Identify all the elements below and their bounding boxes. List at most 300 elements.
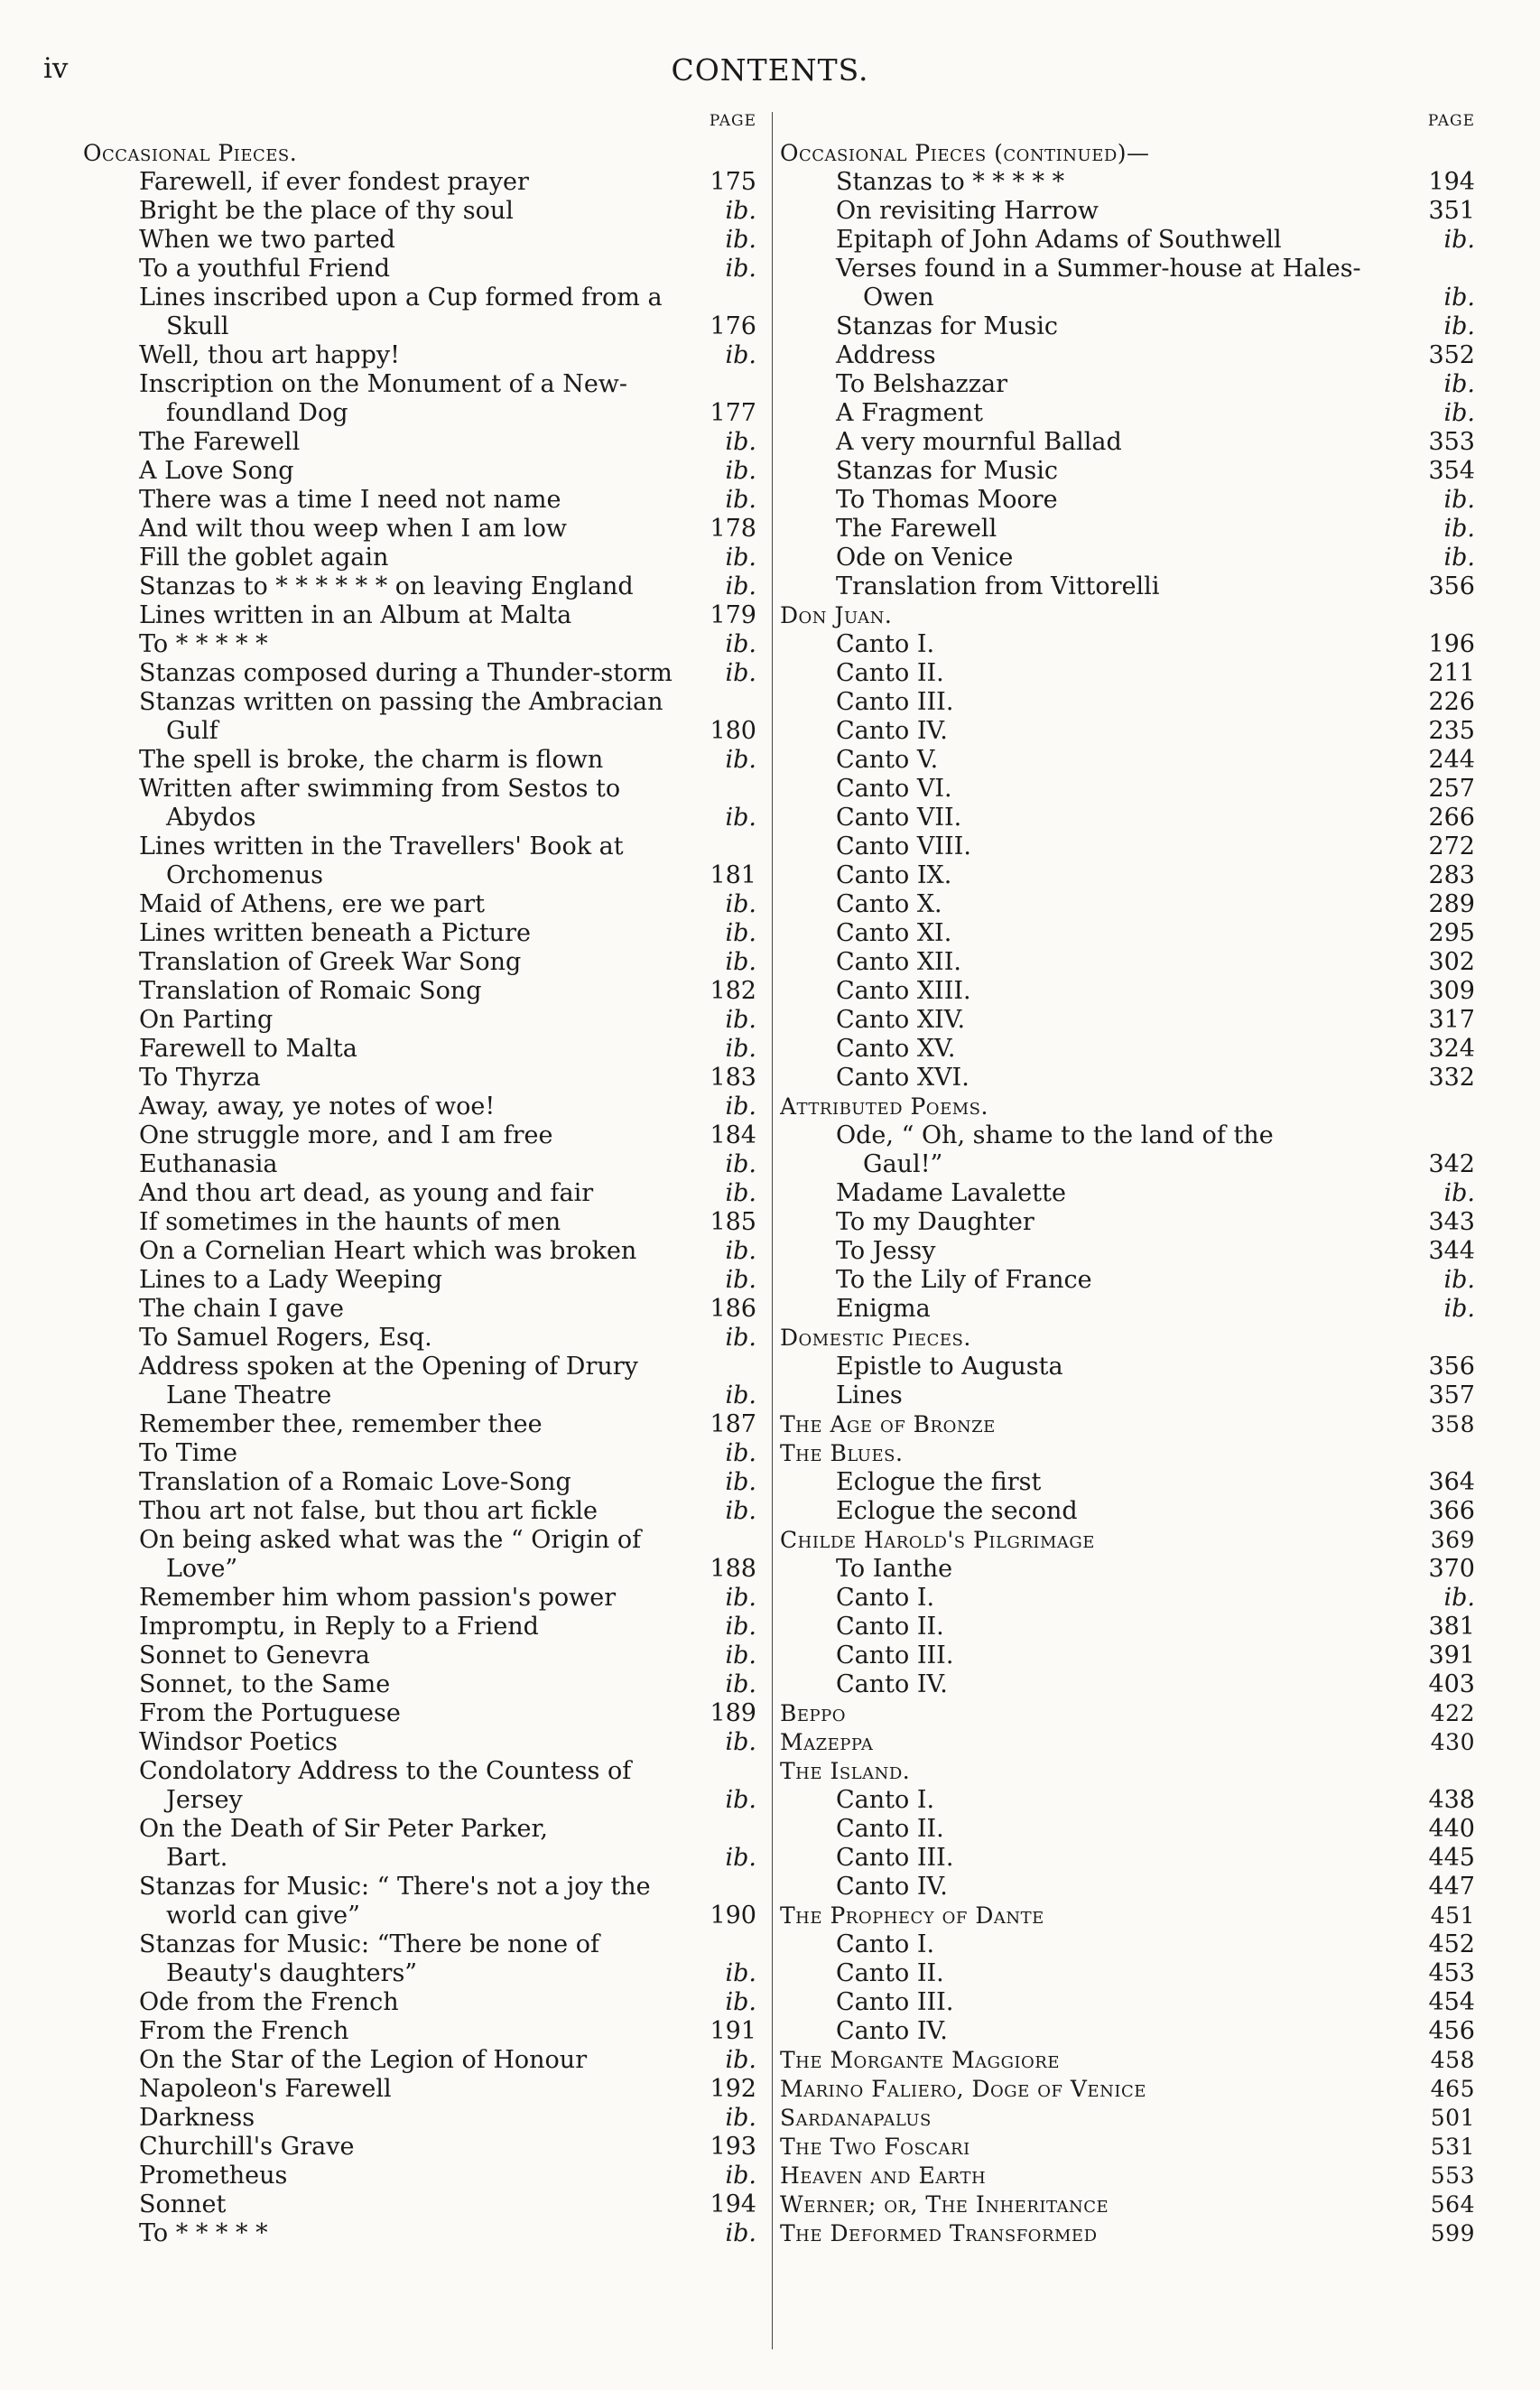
entry-page-number: ib. xyxy=(1443,1179,1475,1207)
contents-entry xyxy=(780,890,1475,919)
entry-title-line: Well, thou art happy! xyxy=(139,341,401,369)
contents-entry xyxy=(83,515,756,544)
contents-entry xyxy=(83,601,756,630)
entry-title xyxy=(780,1497,1419,1526)
section-title xyxy=(83,139,756,168)
entry-page-number: 309 xyxy=(1428,977,1475,1005)
contents-entry xyxy=(83,977,756,1006)
entry-title-line: Canto III. xyxy=(836,1988,954,2016)
contents-entry xyxy=(780,775,1475,804)
entry-title xyxy=(780,717,1419,746)
entry-title xyxy=(83,1699,700,1728)
entry-page-number: 191 xyxy=(710,2017,756,2045)
entry-page-number: 189 xyxy=(710,1699,756,1727)
contents-entry xyxy=(780,688,1475,717)
entry-title-line: Impromptu, in Reply to a Friend xyxy=(139,1613,539,1641)
contents-entry xyxy=(780,2046,1475,2075)
entry-title xyxy=(780,1584,1419,1613)
entry-title-line: The Prophecy of Dante xyxy=(780,1902,1044,1929)
entry-page-number: ib. xyxy=(1443,312,1475,340)
contents-entry xyxy=(780,1410,1475,1439)
entry-title-line: Mazeppa xyxy=(780,1729,874,1755)
entry-title-line: On the Death of Sir Peter Parker, xyxy=(139,1815,548,1843)
entry-title-line: Stanzas to * * * * * * on leaving England xyxy=(139,572,634,600)
entry-title xyxy=(780,1468,1419,1497)
contents-entry xyxy=(780,717,1475,746)
entry-page-number: ib. xyxy=(725,1728,756,1756)
entry-page-number: 366 xyxy=(1428,1497,1475,1525)
entry-title xyxy=(780,659,1419,688)
contents-list-right xyxy=(780,139,1475,2248)
entry-title xyxy=(780,2190,1419,2219)
entry-page-number: ib. xyxy=(725,341,756,369)
contents-entry xyxy=(83,1526,756,1584)
section-title xyxy=(780,139,1475,168)
entry-title xyxy=(780,168,1419,197)
entry-title xyxy=(780,486,1419,515)
entry-title-line: Canto II. xyxy=(836,1613,944,1641)
section-title xyxy=(780,1324,1475,1353)
entry-title-line: The chain I gave xyxy=(139,1295,345,1323)
entry-title-line: Stanzas written on passing the Ambracian xyxy=(139,688,663,716)
entry-page-number: 186 xyxy=(710,1295,756,1323)
entry-title xyxy=(83,2075,700,2104)
entry-title xyxy=(83,1208,700,1237)
contents-entry xyxy=(83,1439,756,1468)
contents-entry xyxy=(780,1237,1475,1266)
entry-title-line: To Ianthe xyxy=(836,1555,953,1583)
entry-page-number: ib. xyxy=(725,1035,756,1063)
entry-page-number: 391 xyxy=(1428,1641,1475,1669)
contents-entry xyxy=(780,948,1475,977)
entry-page-number: 358 xyxy=(1430,1411,1475,1437)
entry-page-number: 342 xyxy=(1428,1150,1475,1178)
entry-title xyxy=(780,861,1419,890)
entry-title-line: Attributed Poems. xyxy=(780,1093,988,1120)
entry-page-number: 354 xyxy=(1428,457,1475,485)
entry-title xyxy=(83,284,700,341)
entry-title xyxy=(83,486,700,515)
entry-title-line: Remember thee, remember thee xyxy=(139,1410,543,1438)
entry-title-line: Napoleon's Farewell xyxy=(139,2075,392,2103)
contents-entry xyxy=(83,2017,756,2046)
entry-title-line: Canto XV. xyxy=(836,1035,956,1063)
contents-entry xyxy=(83,2190,756,2219)
entry-title xyxy=(780,1208,1419,1237)
entry-title-line: Lines written in the Travellers' Book at xyxy=(139,832,624,860)
entry-page-number: ib. xyxy=(725,659,756,687)
entry-title-line: Farewell, if ever fondest prayer xyxy=(139,168,529,196)
entry-title-line: Prometheus xyxy=(139,2162,288,2190)
entry-page-number: 351 xyxy=(1428,197,1475,225)
entry-page-number: 438 xyxy=(1428,1786,1475,1814)
entry-title-line: Maid of Athens, ere we part xyxy=(139,890,485,918)
entry-page-number: ib. xyxy=(725,2046,756,2074)
entry-title-line: A Fragment xyxy=(836,399,983,427)
entry-title xyxy=(83,1237,700,1266)
contents-entry xyxy=(780,341,1475,370)
entry-title xyxy=(780,572,1419,601)
entry-title-continuation: Gulf xyxy=(166,717,218,745)
entry-title-line: Canto IV. xyxy=(836,1670,948,1698)
entry-title-line: Eclogue the first xyxy=(836,1468,1042,1496)
section-heading xyxy=(780,1324,1475,1353)
contents-entry xyxy=(83,1266,756,1295)
entry-title xyxy=(83,572,700,601)
entry-page-number: 181 xyxy=(710,861,756,889)
entry-title-line: Canto II. xyxy=(836,659,944,687)
entry-page-number: ib. xyxy=(725,1584,756,1612)
contents-entry xyxy=(83,1179,756,1208)
entry-page-number: 447 xyxy=(1428,1873,1475,1901)
entry-page-number: ib. xyxy=(725,2219,756,2247)
entry-title xyxy=(780,1555,1419,1584)
contents-entry xyxy=(83,1295,756,1324)
entry-page-number: ib. xyxy=(725,255,756,283)
entry-title-line: To Time xyxy=(139,1439,237,1467)
contents-entry xyxy=(83,284,756,341)
entry-title xyxy=(83,1468,700,1497)
entry-title-continuation: Lane Theatre xyxy=(166,1381,332,1409)
entry-page-number: 176 xyxy=(710,312,756,340)
contents-entry xyxy=(83,746,756,775)
contents-entry xyxy=(780,1670,1475,1699)
entry-page-number: 553 xyxy=(1430,2162,1475,2189)
entry-title xyxy=(83,457,700,486)
entry-page-number: 370 xyxy=(1428,1555,1475,1583)
entry-title-line: There was a time I need not name xyxy=(139,486,561,514)
contents-entry xyxy=(780,1786,1475,1815)
entry-title-line: Canto V. xyxy=(836,746,939,774)
contents-entry xyxy=(780,544,1475,572)
entry-page-number: 403 xyxy=(1428,1670,1475,1698)
contents-entry xyxy=(780,457,1475,486)
entry-title-line: Stanzas for Music: “There be none of xyxy=(139,1930,599,1958)
entry-title-line: Ode, “ Oh, shame to the land of the xyxy=(836,1121,1274,1149)
entry-page-number: ib. xyxy=(725,197,756,225)
entry-title-line: And wilt thou weep when I am low xyxy=(139,515,567,543)
entry-page-number: 599 xyxy=(1430,2220,1475,2246)
entry-title xyxy=(780,255,1419,312)
contents-entry xyxy=(83,1670,756,1699)
contents-entry xyxy=(83,630,756,659)
entry-title xyxy=(83,1584,700,1613)
entry-title xyxy=(83,1093,700,1121)
page-header xyxy=(0,52,1540,92)
entry-title-line: On a Cornelian Heart which was broken xyxy=(139,1237,637,1265)
entry-page-number: 317 xyxy=(1428,1006,1475,1034)
entry-page-number: 324 xyxy=(1428,1035,1475,1063)
contents-entry xyxy=(83,1699,756,1728)
entry-title-line: From the French xyxy=(139,2017,349,2045)
contents-entry xyxy=(780,1208,1475,1237)
entry-title xyxy=(780,1295,1419,1324)
contents-entry xyxy=(83,370,756,428)
contents-entry xyxy=(83,1757,756,1815)
contents-entry xyxy=(83,572,756,601)
entry-title-line: On being asked what was the “ Origin of xyxy=(139,1526,642,1554)
contents-entry xyxy=(780,486,1475,515)
entry-title-line: The Two Foscari xyxy=(780,2134,970,2160)
entry-page-number: 283 xyxy=(1428,861,1475,889)
entry-title-line: The Island. xyxy=(780,1758,911,1784)
entry-page-number: ib. xyxy=(725,2104,756,2132)
entry-title-line: Fill the goblet again xyxy=(139,544,389,572)
entry-page-number: 211 xyxy=(1428,659,1475,687)
contents-entry xyxy=(83,341,756,370)
entry-page-number: ib. xyxy=(725,1237,756,1265)
entry-title xyxy=(780,2162,1419,2190)
contents-entry xyxy=(83,1728,756,1757)
entry-page-number: 244 xyxy=(1428,746,1475,774)
entry-page-number: 356 xyxy=(1428,572,1475,600)
contents-entry xyxy=(780,370,1475,399)
entry-title-line: Canto XVI. xyxy=(836,1064,969,1092)
entry-page-number: 531 xyxy=(1430,2134,1475,2160)
entry-title-line: Translation from Vittorelli xyxy=(836,572,1160,600)
entry-title-line: Address xyxy=(836,341,936,369)
entry-page-number: 194 xyxy=(1428,168,1475,196)
contents-entry xyxy=(83,1093,756,1121)
entry-page-number: 289 xyxy=(1428,890,1475,918)
page-title: CONTENTS. xyxy=(671,52,869,88)
entry-title-line: The Deformed Transformed xyxy=(780,2220,1098,2246)
contents-entry xyxy=(83,775,756,832)
entry-title-line: Occasional Pieces (continued)— xyxy=(780,140,1150,166)
entry-page-number: 190 xyxy=(710,1902,756,1930)
entry-title xyxy=(780,977,1419,1006)
section-title xyxy=(780,1093,1475,1121)
entry-title xyxy=(83,832,700,890)
entry-title-continuation: Love” xyxy=(166,1555,238,1583)
entry-page-number: 193 xyxy=(710,2133,756,2161)
entry-page-number: 266 xyxy=(1428,804,1475,832)
entry-title-line: Euthanasia xyxy=(139,1150,278,1178)
entry-page-number: ib. xyxy=(725,1324,756,1352)
entry-page-number: ib. xyxy=(1443,1295,1475,1323)
entry-page-number: 302 xyxy=(1428,948,1475,976)
entry-page-number: ib. xyxy=(725,486,756,514)
entry-page-number: 440 xyxy=(1428,1815,1475,1843)
entry-title xyxy=(83,1324,700,1353)
entry-title xyxy=(83,688,700,746)
contents-entry xyxy=(780,1555,1475,1584)
entry-title-line: Canto XIV. xyxy=(836,1006,966,1034)
entry-title-line: To * * * * * xyxy=(139,630,268,658)
entry-page-number: ib. xyxy=(725,919,756,947)
entry-title xyxy=(83,1064,700,1093)
entry-title-line: Epitaph of John Adams of Southwell xyxy=(836,226,1282,254)
entry-title xyxy=(780,1728,1419,1757)
contents-entry xyxy=(780,312,1475,341)
contents-entry xyxy=(780,168,1475,197)
contents-entry xyxy=(83,457,756,486)
entry-title xyxy=(780,2219,1419,2248)
entry-page-number: 272 xyxy=(1428,832,1475,860)
entry-page-number: 422 xyxy=(1430,1700,1475,1726)
entry-title xyxy=(83,890,700,919)
entry-title-line: From the Portuguese xyxy=(139,1699,401,1727)
contents-entry xyxy=(83,1410,756,1439)
entry-title-line: One struggle more, and I am free xyxy=(139,1121,553,1149)
entry-title xyxy=(780,1410,1419,1439)
entry-page-number: ib. xyxy=(725,1670,756,1698)
entry-page-number: ib. xyxy=(725,1844,756,1872)
entry-title-line: Stanzas for Music xyxy=(836,457,1058,485)
entry-title xyxy=(83,659,700,688)
entry-title xyxy=(83,2190,700,2219)
entry-page-number: 332 xyxy=(1428,1064,1475,1092)
entry-title xyxy=(83,1873,700,1930)
entry-page-number: 430 xyxy=(1430,1729,1475,1755)
entry-page-number: 180 xyxy=(710,717,756,745)
contents-entry xyxy=(83,197,756,226)
entry-page-number: 452 xyxy=(1428,1930,1475,1958)
entry-title-line: Canto VIII. xyxy=(836,832,971,860)
entry-page-number: ib. xyxy=(1443,226,1475,254)
entry-title-line: Canto II. xyxy=(836,1815,944,1843)
entry-title-line: Childe Harold's Pilgrimage xyxy=(780,1527,1095,1553)
contents-entry xyxy=(780,2162,1475,2190)
contents-entry xyxy=(83,544,756,572)
entry-page-number: ib. xyxy=(725,457,756,485)
entry-title xyxy=(780,919,1419,948)
entry-title-line: Lines written in an Album at Malta xyxy=(139,601,572,629)
entry-page-number: ib. xyxy=(725,1959,756,1987)
contents-entry xyxy=(83,2046,756,2075)
entry-title xyxy=(83,370,700,428)
entry-title-line: Canto XII. xyxy=(836,948,961,976)
entry-title xyxy=(83,341,700,370)
entry-page-number: ib. xyxy=(1443,544,1475,572)
entry-title-line: Canto II. xyxy=(836,1959,944,1987)
entry-title-line: Darkness xyxy=(139,2104,255,2132)
entry-title-line: Translation of a Romaic Love-Song xyxy=(139,1468,571,1496)
contents-entry xyxy=(780,1006,1475,1035)
entry-title xyxy=(780,312,1419,341)
entry-title-line: When we two parted xyxy=(139,226,395,254)
contents-entry xyxy=(780,2017,1475,2046)
entry-title-line: Occasional Pieces. xyxy=(83,140,298,166)
entry-title-line: Windsor Poetics xyxy=(139,1728,338,1756)
contents-entry xyxy=(83,890,756,919)
contents-entry xyxy=(83,255,756,284)
entry-page-number: ib. xyxy=(1443,370,1475,398)
entry-title xyxy=(83,1613,700,1641)
entry-page-number: 456 xyxy=(1428,2017,1475,2045)
entry-title xyxy=(83,1670,700,1699)
entry-title xyxy=(83,1757,700,1815)
contents-entry xyxy=(780,399,1475,428)
entry-title-line: Epistle to Augusta xyxy=(836,1353,1063,1381)
entry-page-number: ib. xyxy=(725,1786,756,1814)
entry-title xyxy=(780,544,1419,572)
entry-title xyxy=(780,226,1419,255)
entry-title xyxy=(780,515,1419,544)
entry-title xyxy=(780,1353,1419,1381)
section-title xyxy=(780,1439,1475,1468)
entry-page-number: 179 xyxy=(710,601,756,629)
entry-title xyxy=(780,746,1419,775)
contents-entry xyxy=(780,861,1475,890)
section-title xyxy=(780,601,1475,630)
entry-title-line: Stanzas for Music: “ There's not a joy the xyxy=(139,1873,651,1901)
entry-title-line: Canto I. xyxy=(836,1930,935,1958)
contents-entry xyxy=(83,428,756,457)
entry-title xyxy=(83,1728,700,1757)
contents-column-left xyxy=(83,112,756,2351)
entry-page-number: ib. xyxy=(725,544,756,572)
contents-entry xyxy=(780,2104,1475,2133)
page-column-label: PAGE xyxy=(709,112,756,130)
entry-title xyxy=(83,1035,700,1064)
entry-title-line: Canto VII. xyxy=(836,804,962,832)
entry-title-line: Stanzas composed during a Thunder-storm xyxy=(139,659,673,687)
entry-title xyxy=(780,1237,1419,1266)
contents-entry xyxy=(780,2219,1475,2248)
entry-title xyxy=(780,370,1419,399)
entry-title xyxy=(83,1439,700,1468)
contents-entry xyxy=(780,746,1475,775)
entry-title xyxy=(83,2017,700,2046)
entry-title-continuation: Beauty's daughters” xyxy=(166,1959,418,1987)
entry-title-line: Ode on Venice xyxy=(836,544,1014,572)
entry-page-number: ib. xyxy=(725,1613,756,1641)
contents-entry xyxy=(83,226,756,255)
entry-page-number: 564 xyxy=(1430,2191,1475,2218)
entry-title-line: Werner; or, The Inheritance xyxy=(780,2191,1109,2218)
contents-entry xyxy=(83,2162,756,2190)
entry-title-continuation: Skull xyxy=(166,312,229,340)
entry-title-line: Canto IV. xyxy=(836,2017,948,2045)
entry-title xyxy=(780,1381,1419,1410)
entry-title xyxy=(780,457,1419,486)
contents-entry xyxy=(780,1526,1475,1555)
entry-title-line: Eclogue the second xyxy=(836,1497,1078,1525)
entry-title xyxy=(780,1121,1419,1179)
contents-entry xyxy=(780,1930,1475,1959)
entry-title-line: The Farewell xyxy=(836,515,997,543)
entry-title xyxy=(780,1959,1419,1988)
entry-title xyxy=(780,2104,1419,2133)
entry-title xyxy=(780,1179,1419,1208)
entry-page-number: ib. xyxy=(725,428,756,456)
contents-entry xyxy=(83,1121,756,1150)
contents-entry xyxy=(83,1324,756,1353)
entry-title xyxy=(83,1526,700,1584)
entry-page-number: ib. xyxy=(725,1381,756,1409)
entry-page-number: ib. xyxy=(725,572,756,600)
entry-title xyxy=(83,428,700,457)
entry-title xyxy=(83,515,700,544)
contents-entry xyxy=(780,2190,1475,2219)
entry-title xyxy=(83,1121,700,1150)
entry-title-line: To Thomas Moore xyxy=(836,486,1058,514)
contents-entry xyxy=(780,1988,1475,2017)
entry-title xyxy=(83,1930,700,1988)
contents-entry xyxy=(780,630,1475,659)
section-heading xyxy=(780,1093,1475,1121)
entry-title-line: To a youthful Friend xyxy=(139,255,391,283)
contents-entry xyxy=(780,1873,1475,1902)
entry-title xyxy=(780,775,1419,804)
entry-title xyxy=(83,630,700,659)
section-heading xyxy=(780,1757,1475,1786)
contents-entry xyxy=(83,1584,756,1613)
entry-page-number: 175 xyxy=(710,168,756,196)
entry-title xyxy=(780,2075,1419,2104)
entry-title xyxy=(780,2133,1419,2162)
